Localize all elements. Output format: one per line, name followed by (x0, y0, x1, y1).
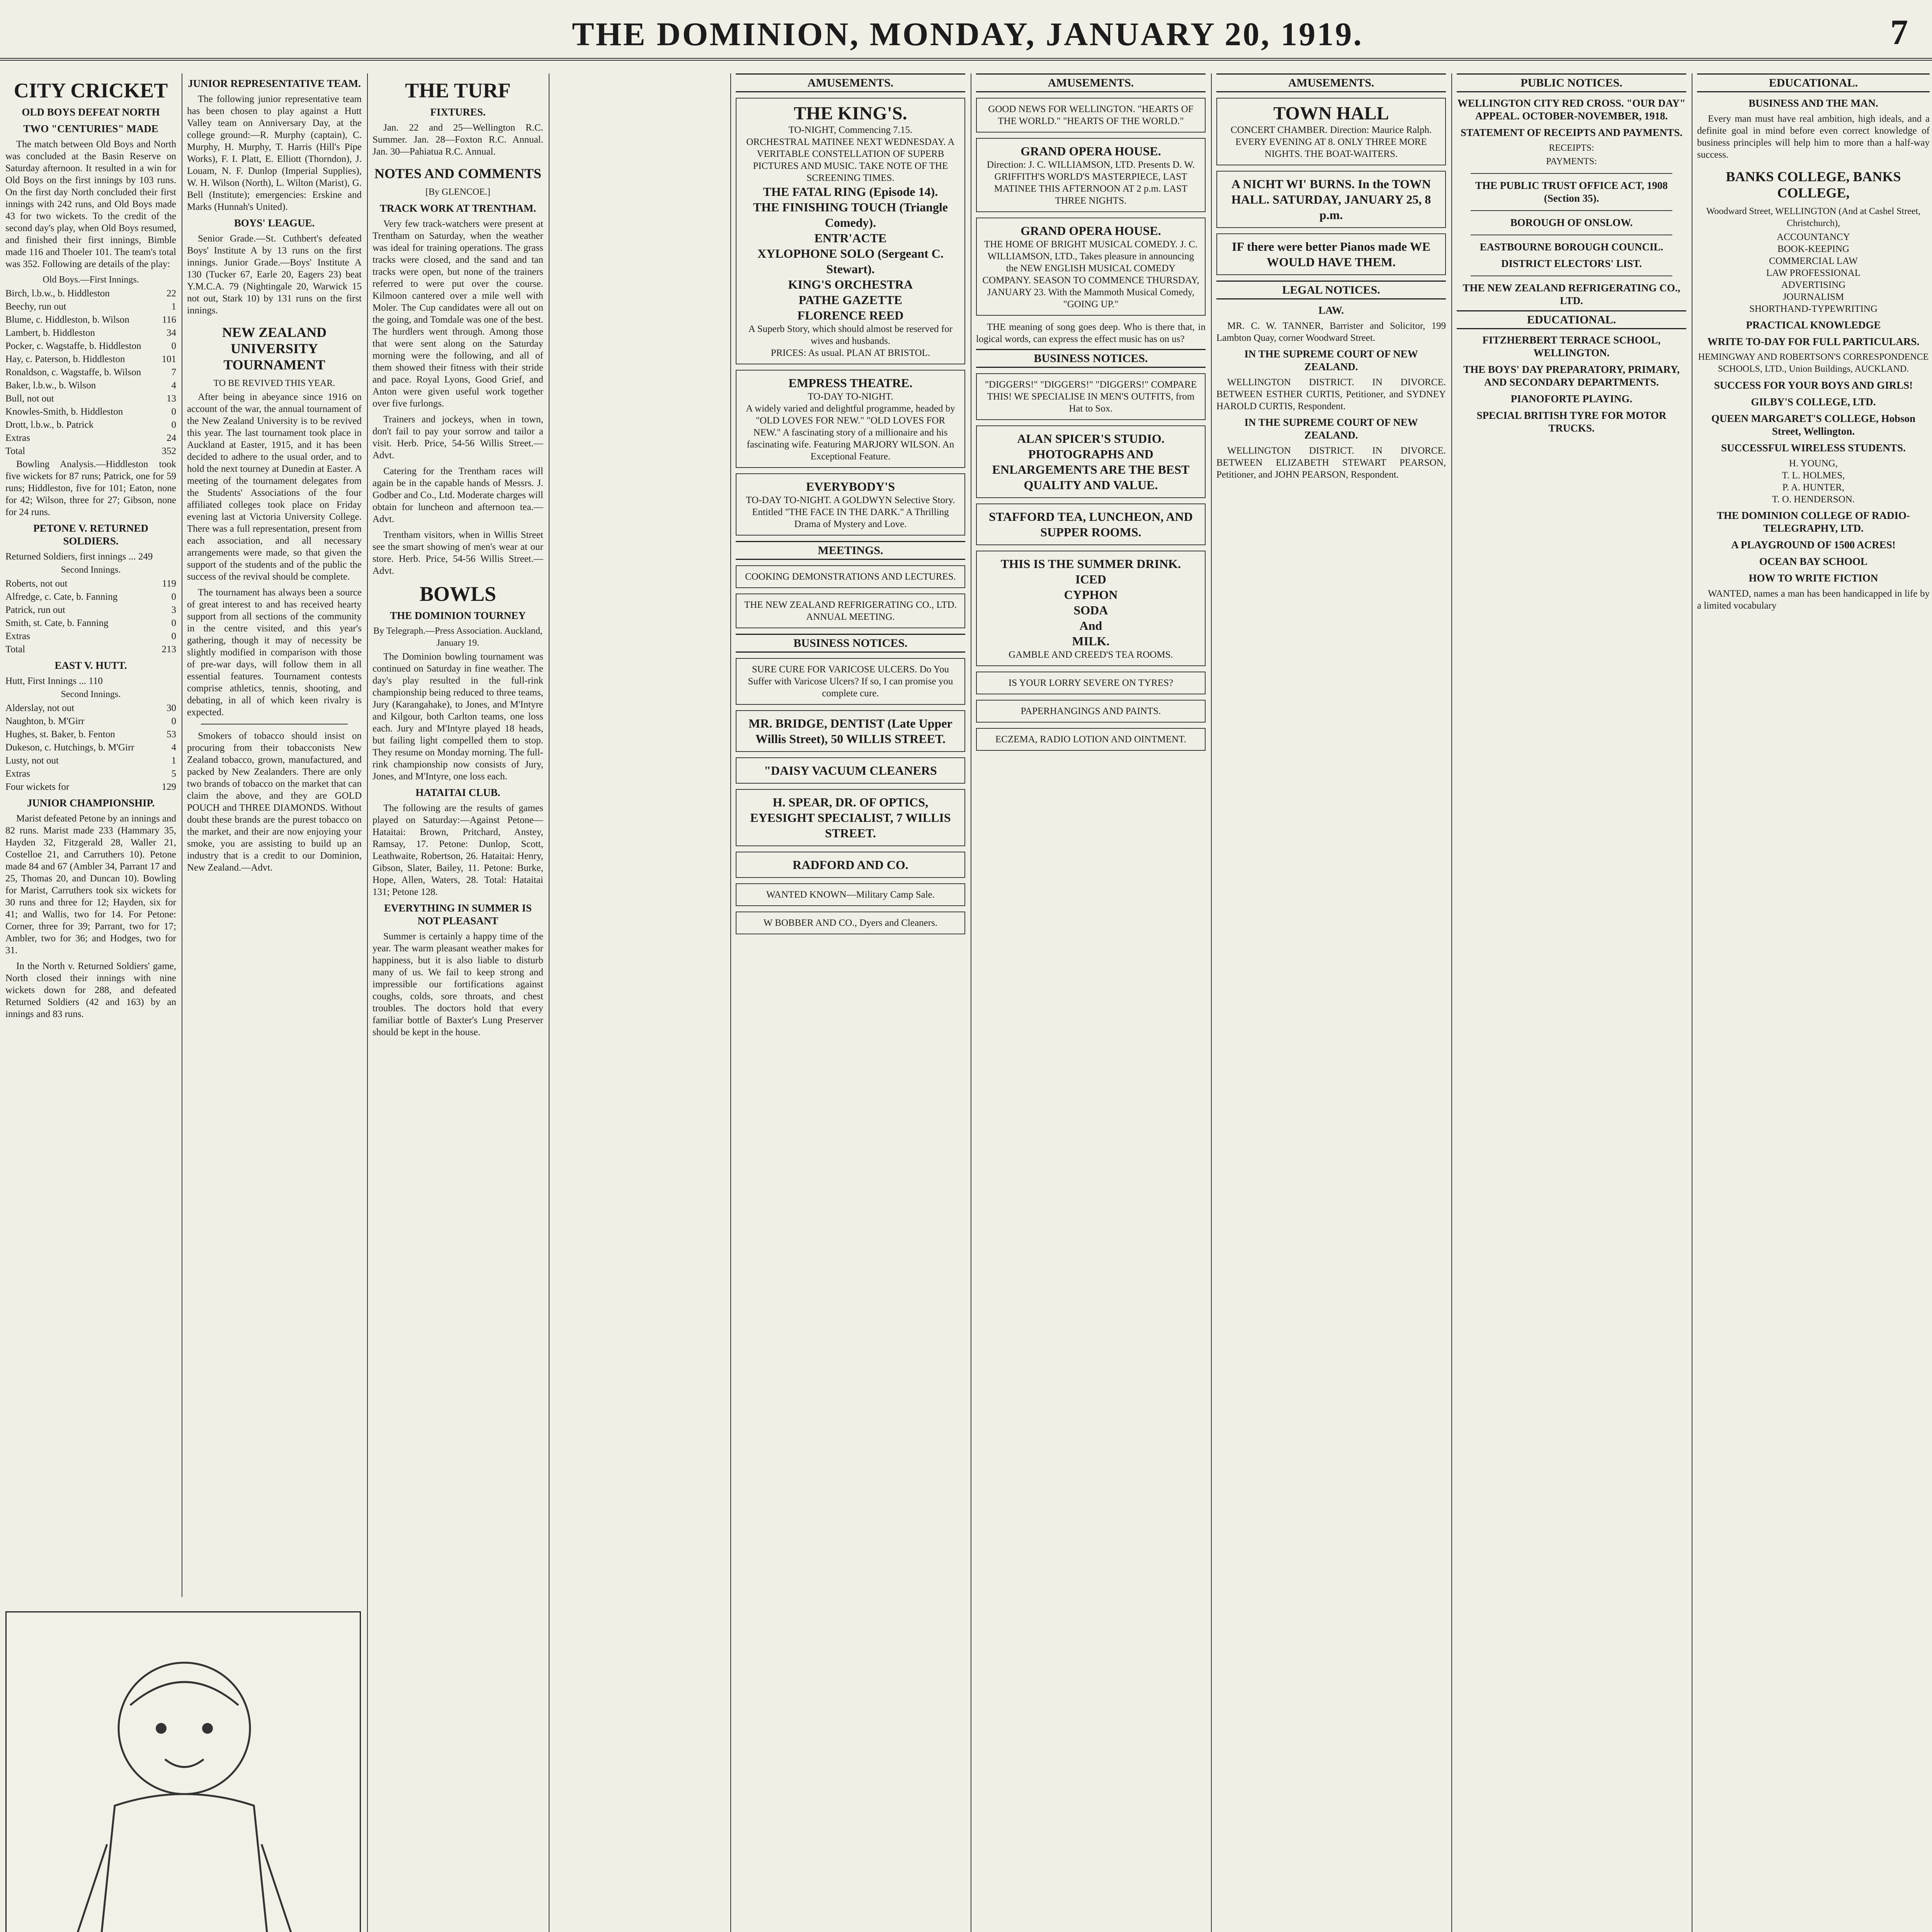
score-row (5, 604, 176, 616)
ad-text: PAPERHANGINGS AND PAINTS. (1020, 706, 1161, 716)
runs-value: 101 (162, 354, 176, 364)
runs-value: 13 (167, 393, 176, 404)
article-text: The tournament has always been a source of great interest to and has received hearty support from all sections of the community in the centre visited, and this year's gathering, though it may of necessity be slightly modified in comparison with those of pre-war days, will follow them in all essential features. Tournament contests comprise athletics, tennis, shooting, and debating, in all of which keen rivalry is expected. (187, 587, 362, 718)
score-row (5, 643, 176, 655)
bowling-analysis: Bowling Analysis.—Hiddleston took five wickets for 87 runs; Patrick, one for 59 runs; Hiddleston, five for 101; Eaton, none for 42; Wilson, three for 27; Gibson, none for 24 runs. (5, 459, 176, 517)
runs-value: 0 (171, 716, 176, 726)
batsman-name: Hughes, st. Baker, b. Fenton (5, 729, 115, 740)
article-text: After being in abeyance since 1916 on account of the war, the annual tournament of the New Zealand University is to be revived this year. The last tournament took place in Auckland at Easter, 1915, and it has been decided to adhere to the usual order, and to hold the next tourney at Dunedin at Easter. A meeting of the tournament delegates from the Students' Associations of the four affiliated colleges took place on Friday evening last at Victoria University College. There was a full representation, present from each association, and all necessary arrangements were made, so that given the support of the students and of the public the success of the revival should be complete. (187, 392, 362, 582)
ad-text: TO-DAY TO-NIGHT. A GOLDWYN Selective Story. Entitled "THE FACE IN THE DARK." A Thrilling Drama of Mystery and Love. (746, 495, 955, 529)
business-notice (736, 658, 965, 705)
section-heading: GILBY'S COLLEGE, LTD. (1751, 396, 1876, 408)
batsman-name: Total (5, 644, 26, 655)
section-heading: THE DOMINION COLLEGE OF RADIO-TELEGRAPHY, LTD. (1716, 510, 1910, 534)
section-heading: THE PUBLIC TRUST OFFICE ACT, 1908 (Section 35). (1475, 180, 1668, 204)
subject-item: SHORTHAND-TYPEWRITING (1749, 304, 1878, 314)
school-name: HEMINGWAY AND ROBERTSON'S CORRESPONDENCE SCHOOLS, LTD., Union Buildings, AUCKLAND. (1698, 352, 1929, 374)
programme-item: XYLOPHONE SOLO (Sergeant C. Stewart). (757, 247, 944, 276)
ad-title: TOWN HALL (1273, 103, 1389, 124)
section-heading: JUNIOR REPRESENTATIVE TEAM. (188, 78, 361, 89)
subject-item: LAW PROFESSIONAL (1766, 268, 1861, 278)
section-heading: SUCCESSFUL WIRELESS STUDENTS. (1721, 442, 1906, 454)
runs-value: 3 (171, 605, 176, 615)
section-subheading: PAYMENTS: (1546, 156, 1597, 167)
everybodys-theatre-ad (736, 473, 965, 536)
business-notice (976, 503, 1206, 545)
section-heading: EVERYTHING IN SUMMER IS NOT PLEASANT (384, 902, 532, 927)
ad-subtitle: TO-NIGHT, Commencing 7.15. (788, 125, 913, 135)
runs-value: 22 (167, 288, 176, 299)
batsman-name: Baker, l.b.w., b. Wilson (5, 380, 96, 391)
score-row (5, 781, 176, 793)
student-name: P. A. HUNTER, (1782, 482, 1845, 493)
article-text: Every man must have real ambition, high ideals, and a definite goal in mind before even correct knowledge of business principles will help him to more than a half-way success. (1697, 114, 1930, 160)
scorecard (5, 702, 176, 793)
hearts-of-the-world-ad (976, 98, 1206, 133)
article-text: Trentham visitors, when in Willis Street see the smart showing of men's wear at our store. Herb. Price, 54-56 Willis Street.—Advt. (372, 530, 543, 576)
article-text: WANTED, names a man has been handicapped in life by a limited vocabulary (1697, 588, 1930, 611)
divider (1471, 210, 1672, 211)
score-row (5, 366, 176, 378)
section-header: EDUCATIONAL. (1457, 310, 1686, 329)
batsman-name: Smith, st. Cate, b. Fanning (5, 618, 109, 628)
score-row (5, 617, 176, 629)
score-row (5, 301, 176, 313)
business-notice (976, 728, 1206, 751)
batsman-name: Lambert, b. Hiddleston (5, 328, 95, 338)
student-list (1697, 457, 1930, 505)
cricket-subhead: OLD BOYS DEFEAT NORTH (22, 106, 160, 118)
cricket-subhead: TWO "CENTURIES" MADE (23, 123, 158, 134)
business-notice (736, 757, 965, 784)
ad-text: H. SPEAR, DR. OF OPTICS, EYESIGHT SPECIALIST, 7 WILLIS STREET. (750, 795, 951, 840)
drink-item: CYPHON (1064, 588, 1118, 602)
score-row (5, 578, 176, 590)
runs-value: 0 (171, 420, 176, 430)
ad-text: STAFFORD TEA, LUNCHEON, AND SUPPER ROOMS. (989, 510, 1193, 539)
ad-text: "DIGGERS!" "DIGGERS!" "DIGGERS!" COMPARE THIS! WE SPECIALISE IN MEN'S OUTFITS, from Hat to Sox. (985, 379, 1197, 414)
runs-value: 0 (171, 592, 176, 602)
section-heading: QUEEN MARGARET'S COLLEGE, Hobson Street, Wellington. (1711, 413, 1916, 437)
match-heading: EAST V. HUTT. (54, 660, 127, 671)
article-text: Summer is certainly a happy time of the year. The warm pleasant weather makes for happiness, but it is also liable to disturb many of us. We fail to keep strong and impressible our fortifications against coughs, colds, sore throats, and chest troubles. The doctors hold that every familiar bottle of Baxter's Lung Preserver should be kept in the house. (372, 931, 543, 1037)
section-heading: SUCCESS FOR YOUR BOYS AND GIRLS! (1714, 379, 1913, 391)
amusements-column (730, 73, 971, 1932)
score-row (5, 742, 176, 753)
batsman-name: Knowles-Smith, b. Hiddleston (5, 406, 123, 417)
ad-title: EMPRESS THEATRE. (788, 376, 913, 390)
business-notice (976, 672, 1206, 694)
batsman-name: Naughton, b. M'Girr (5, 716, 85, 726)
ad-text: W BOBBER AND CO., Dyers and Cleaners. (763, 918, 938, 928)
ad-text: ALAN SPICER'S STUDIO. PHOTOGRAPHS AND ENLARGEMENTS ARE THE BEST QUALITY AND VALUE. (992, 432, 1190, 492)
score-row (5, 755, 176, 767)
kings-theatre-ad (736, 98, 965, 364)
section-heading: IN THE SUPREME COURT OF NEW ZEALAND. (1244, 417, 1418, 441)
batsman-name: Pocker, c. Wagstaffe, b. Hiddleston (5, 341, 141, 351)
score-line: Returned Soldiers, first innings ... 249 (5, 551, 153, 562)
section-heading: FITZHERBERT TERRACE SCHOOL, WELLINGTON. (1482, 334, 1661, 359)
ad-text: IS YOUR LORRY SEVERE ON TYRES? (1008, 678, 1173, 688)
batsman-name: Alderslay, not out (5, 703, 75, 713)
runs-value: 213 (162, 644, 176, 655)
advertisement-text: Smokers of tobacco should insist on procuring from their tobacconists New Zealand tobacco, grown, manufactured, and packed by New Zealanders. There are only two brands of tobacco on the market that can claim the above, and they are GOLD POUCH and THREE DIAMONDS. Without doubt these brands are the purest tobacco on the market, and their are now enjoying your smoke, you are assisting to build up an industry that is a credit to our Dominion, New Zealand.—Advt. (187, 731, 362, 873)
turf-column (367, 73, 549, 1932)
ad-text: "DAISY VACUUM CLEANERS (764, 764, 937, 777)
section-heading: NEW ZEALAND UNIVERSITY TOURNAMENT (222, 325, 327, 372)
business-notice (736, 852, 965, 878)
runs-value: 53 (167, 729, 176, 740)
section-header: BUSINESS NOTICES. (976, 349, 1206, 368)
batsman-name: Dukeson, c. Hutchings, b. M'Girr (5, 742, 134, 753)
college-name: BANKS COLLEGE, BANKS COLLEGE, (1726, 169, 1901, 201)
batsman-name: Lusty, not out (5, 755, 59, 766)
ad-title: GRAND OPERA HOUSE. (1020, 144, 1161, 158)
article-text: The following junior representative team has been chosen to play against a Hutt Valley team on Anniversary Day, at the college ground:—R. Murphy (captain), C. Murphy, H. Murphy, T. Harris (Hill's Pipe Works), F. I. Platt, E. Elliott (Thorndon), J. Louam, N. F. Dunlop (Imperial Supplies), W. H. Wilson (North), L. Wilton (Marist), G. Bell (Institute); emergencies: Erskine and Marks (Hunnah's United). (187, 94, 362, 212)
article-text: Trainers and jockeys, when in town, don't fail to pay your sorrow and tailor a visit. Herb. Price, 54-56 Willis Street.—Advt. (372, 414, 543, 461)
runs-value: 1 (171, 755, 176, 766)
section-heading: PRACTICAL KNOWLEDGE (1746, 319, 1881, 331)
ad-text: Direction: J. C. WILLIAMSON, LTD. Presents D. W. GRIFFITH'S WORLD'S MASTERPIECE, LAST MATINEE THIS AFTERNOON AT 2 p.m. LAST THREE NIGHTS. (986, 160, 1195, 206)
innings-heading: Second Innings. (61, 565, 121, 575)
section-subheading: RECEIPTS: (1549, 143, 1594, 153)
subject-list (1697, 231, 1930, 315)
educational-column (1692, 73, 1932, 1932)
student-name: T. O. HENDERSON. (1772, 494, 1855, 505)
section-subheading: TO BE REVIVED THIS YEAR. (213, 378, 335, 388)
batsman-name: Drott, l.b.w., b. Patrick (5, 420, 94, 430)
section-subheading: TRACK WORK AT TRENTHAM. (379, 202, 536, 214)
ad-text: THE NEW ZEALAND REFRIGERATING CO., LTD. ANNUAL MEETING. (744, 600, 957, 622)
score-row (5, 327, 176, 339)
score-row (5, 419, 176, 431)
section-heading: LAW. (1318, 304, 1344, 316)
scorecard (5, 287, 176, 457)
programme-item: ENTR'ACTE (814, 231, 887, 245)
scorecard (5, 578, 176, 655)
burns-night-ad (1216, 171, 1446, 228)
score-row (5, 702, 176, 714)
section-heading: BOYS' LEAGUE. (234, 217, 315, 229)
meeting-notice (736, 565, 965, 588)
student-name: T. L. HOLMES, (1782, 470, 1845, 481)
ad-text: RADFORD AND CO. (793, 858, 908, 872)
drink-item: MILK. (1072, 634, 1110, 648)
article-text: The Dominion bowling tournament was continued on Saturday in fine weather. The day's play resulted in the full-rink championship being reduced to three teams, Jury (Karangahake), to Jones, and M'Intyre and Kilgour, both Carlton teams, one loss each. Jury and M'Intyre played 18 heads, but failing light compelled them to stop. They resume on Monday morning. The full-rink championship now consists of Jury, Jones, and M'Intyre, one loss each. (372, 651, 543, 782)
section-header: AMUSEMENTS. (1216, 73, 1446, 92)
score-row (5, 314, 176, 326)
section-heading: EASTBOURNE BOROUGH COUNCIL. (1480, 241, 1663, 253)
batsman-name: Beechy, run out (5, 301, 66, 312)
divider (1471, 173, 1672, 174)
drink-list (982, 571, 1199, 649)
runs-value: 119 (162, 578, 176, 589)
section-heading: WRITE TO-DAY FOR FULL PARTICULARS. (1707, 336, 1920, 347)
score-row (5, 393, 176, 405)
programme-item: THE FATAL RING (Episode 14). (763, 185, 938, 199)
section-header: AMUSEMENTS. (736, 73, 965, 92)
drink-item: ICED (1075, 572, 1106, 586)
batsman-name: Total (5, 446, 26, 456)
business-notice (976, 425, 1206, 498)
turf-heading: THE TURF (405, 79, 511, 102)
ad-text: A Superb Story, which should almost be reserved for wives and husbands. (748, 324, 953, 346)
runs-value: 0 (171, 618, 176, 628)
programme-list (742, 184, 959, 323)
bowls-heading: BOWLS (419, 582, 497, 605)
innings-heading: Second Innings. (61, 689, 121, 699)
section-heading: DISTRICT ELECTORS' LIST. (1501, 258, 1642, 269)
ad-text: SURE CURE FOR VARICOSE ULCERS. Do You Suffer with Varicose Ulcers? If so, I can promise you complete cure. (748, 664, 953, 699)
grand-opera-house-ad (976, 218, 1206, 316)
college-address: Woodward Street, WELLINGTON (And at Cashel Street, Christchurch), (1706, 206, 1921, 228)
ad-text: GOOD NEWS FOR WELLINGTON. "HEARTS OF THE WORLD." "HEARTS OF THE WORLD." (988, 104, 1194, 126)
summer-drink-ad (976, 551, 1206, 666)
legal-text: WELLINGTON DISTRICT. IN DIVORCE. BETWEEN ESTHER CURTIS, Petitioner, and SYDNEY HAROLD CURTIS, Respondent. (1216, 377, 1446, 412)
runs-value: 116 (162, 315, 176, 325)
ad-subtitle: TO-DAY TO-NIGHT. (808, 391, 893, 402)
section-heading: THE BOYS' DAY PREPARATORY, PRIMARY, AND SECONDARY DEPARTMENTS. (1463, 364, 1680, 388)
ad-title: THE KING'S. (794, 103, 907, 124)
drink-item: And (1079, 619, 1102, 633)
programme-item: KING'S ORCHESTRA (788, 277, 913, 291)
ad-text: WANTED KNOWN—Military Camp Sale. (766, 889, 935, 900)
runs-value: 4 (171, 742, 176, 753)
subject-item: ACCOUNTANCY (1777, 232, 1850, 242)
runs-value: 352 (162, 446, 176, 456)
section-heading: STATEMENT OF RECEIPTS AND PAYMENTS. (1460, 127, 1683, 138)
score-row (5, 728, 176, 740)
section-heading: THE NEW ZEALAND REFRIGERATING CO., LTD. (1463, 282, 1680, 306)
match-heading: JUNIOR CHAMPIONSHIP. (27, 797, 155, 809)
section-heading: PIANOFORTE PLAYING. (1510, 393, 1633, 405)
piano-ad (1216, 233, 1446, 275)
runs-value: 0 (171, 341, 176, 351)
runs-value: 0 (171, 631, 176, 641)
article-text: Very few track-watchers were present at Trentham on Saturday, when the weather was ideal for training operations. The grass tracks were closed, and the sand and tan tracks were open, but none of the trainers referred to were put over the course. Kilmoon cantered over a mile well with Moler. The Cup candidates were all out on the going, and Tomdale was one of the best. The hurdlers went through. Among those that were sent along on the Saturday morning were the following, and all of them showed their fitness with their stride and pace. Royal Lyons, Good Grief, and Anton were given useful work together over five furlongs. (372, 219, 543, 409)
programme-item: FLORENCE REED (797, 308, 904, 322)
ad-text: CONCERT CHAMBER. Direction: Maurice Ralph. EVERY EVENING AT 8. ONLY THREE MORE NIGHTS. THE BOAT-WAITERS. (1230, 125, 1432, 159)
batsman-name: Extras (5, 769, 30, 779)
section-heading: IN THE SUPREME COURT OF NEW ZEALAND. (1244, 348, 1418, 372)
ad-text: PRICES: As usual. PLAN AT BRISTOL. (770, 348, 930, 358)
ad-text: GAMBLE AND CREED'S TEA ROOMS. (1009, 650, 1173, 660)
amusements-legal-column (1211, 73, 1451, 1932)
section-heading: BUSINESS AND THE MAN. (1748, 97, 1878, 109)
ad-text: THE HOME OF BRIGHT MUSICAL COMEDY. J. C. WILLIAMSON, LTD., Takes pleasure in announcing the NEW ENGLISH MUSICAL COMEDY COMPANY. SEASON TO COMMENCE THURSDAY, JANUARY 23. With the Mammoth Musical Comedy, "GOING UP." (982, 239, 1199, 310)
drink-item: SODA (1073, 603, 1108, 617)
ad-text: A NICHT WI' BURNS. In the TOWN HALL. SATURDAY, JANUARY 25, 8 p.m. (1231, 177, 1431, 222)
legal-text: MR. C. W. TANNER, Barrister and Solicitor, 199 Lambton Quay, corner Woodward Street. (1216, 321, 1446, 343)
business-notice (736, 789, 965, 846)
score-row (5, 768, 176, 780)
batsman-name: Four wickets for (5, 782, 70, 792)
business-notice (976, 700, 1206, 723)
section-header: MEETINGS. (736, 541, 965, 560)
batsman-name: Roberts, not out (5, 578, 68, 589)
town-hall-ad (1216, 98, 1446, 165)
match-heading: PETONE V. RETURNED SOLDIERS. (33, 522, 148, 547)
cricket-column (0, 73, 182, 1597)
ad-title: THIS IS THE SUMMER DRINK. (1000, 557, 1181, 571)
student-name: H. YOUNG, (1789, 458, 1838, 469)
runs-value: 129 (162, 782, 176, 792)
section-header: EDUCATIONAL. (1697, 73, 1930, 92)
ad-text: ECZEMA, RADIO LOTION AND OINTMENT. (995, 734, 1186, 745)
section-heading: A PLAYGROUND OF 1500 ACRES! (1731, 539, 1896, 551)
score-row (5, 715, 176, 727)
runs-value: 1 (171, 301, 176, 312)
cricket-heading: CITY CRICKET (14, 79, 168, 102)
article-text: Marist defeated Petone by an innings and 82 runs. Marist made 233 (Hammary 35, Hayden 32, Fitzgerald 28, Waller 21, Costelloe 21, and Carruthers 10). Petone made 84 and 67 (Ambler 34, Parrant 17 and 25, Thomas 20, and Duncan 10). Bowling for Marist, Carruthers took six wickets for 30 runs and three for 12; Hayden, six for 41; and Wallis, two for 14. For Petone: Corner, three for 39; Parrant, two for 17; Ambler, two for 36; and Hodges, two for 31. (5, 813, 176, 956)
subject-item: JOURNALISM (1782, 292, 1844, 302)
article-text: Senior Grade.—St. Cuthbert's defeated Boys' Institute A by 13 runs on the first innings. Junior Grade.—Boys' Institute A 130 (Tucker 67, Earle 20, Eagers 23) beat Y.M.C.A. 79 (Nightingale 20, Warwick 15 not out, Stark 10) by 131 runs on the first innings. (187, 233, 362, 316)
article-text: Catering for the Trentham races will again be in the capable hands of Messrs. J. Godber and Co., Ltd. Moderate charges will obtain for luncheon and afternoon tea.—Advt. (372, 466, 543, 524)
section-heading: HOW TO WRITE FICTION (1748, 572, 1878, 584)
page-title: THE DOMINION, MONDAY, JANUARY 20, 1919. (572, 15, 1363, 53)
amusements-column (971, 73, 1211, 1932)
section-header: AMUSEMENTS. (976, 73, 1206, 92)
page-number: 7 (1890, 12, 1908, 52)
batsman-name: Ronaldson, c. Wagstaffe, b. Wilson (5, 367, 141, 378)
baby-illustration (68, 1643, 300, 1932)
batsman-name: Extras (5, 433, 30, 443)
ad-title: EVERYBODY'S (806, 480, 895, 493)
section-header: PUBLIC NOTICES. (1457, 73, 1686, 92)
business-notice (736, 710, 965, 752)
runs-value: 24 (167, 433, 176, 443)
score-row (5, 406, 176, 418)
section-header: BUSINESS NOTICES. (736, 634, 965, 653)
runs-value: 4 (171, 380, 176, 391)
section-heading: HATAITAI CLUB. (415, 787, 500, 798)
runs-value: 7 (171, 367, 176, 378)
article-text: THE meaning of song goes deep. Who is there that, in logical words, can express the effect music has on us? (976, 322, 1206, 344)
business-notice (736, 912, 965, 934)
section-heading: THE DOMINION TOURNEY (390, 610, 526, 621)
empress-theatre-ad (736, 370, 965, 468)
batsman-name: Hay, c. Paterson, b. Hiddleston (5, 354, 125, 364)
score-row (5, 630, 176, 642)
section-heading: FIXTURES. (430, 106, 486, 118)
batsman-name: Birch, l.b.w., b. Hiddleston (5, 288, 110, 299)
sport-column (182, 73, 367, 1597)
grand-opera-house-ad (976, 138, 1206, 212)
ad-title: GRAND OPERA HOUSE. (1020, 224, 1161, 238)
ad-text: COOKING DEMONSTRATIONS AND LECTURES. (745, 571, 956, 582)
meeting-notice (736, 594, 965, 628)
score-row (5, 445, 176, 457)
programme-item: PATHE GAZETTE (798, 293, 903, 307)
batsman-name: Extras (5, 631, 30, 641)
cricket-intro: The match between Old Boys and North was concluded at the Basin Reserve on Saturday afternoon. It resulted in a win for Old Boys on the first innings by 103 runs. On the first day North concluded their first innings with 242 runs, and Old Boys made 43 for two wickets. To the credit of the second day's play, when Old Boys resumed, and finished their first innings, Bimble made 116 and Thoeler 101. The team's total was 352. Following are details of the play: (5, 139, 176, 269)
score-row (5, 340, 176, 352)
score-row (5, 379, 176, 391)
score-row (5, 432, 176, 444)
ad-text: ORCHESTRAL MATINEE NEXT WEDNESDAY. A VERITABLE CONSTELLATION OF SUPERB PICTURES AND MUSIC. TAKE NOTE OF THE SCREENING TIMES. (746, 137, 955, 183)
runs-value: 30 (167, 703, 176, 713)
batsman-name: Patrick, run out (5, 605, 65, 615)
subject-item: ADVERTISING (1781, 280, 1846, 290)
runs-value: 0 (171, 406, 176, 417)
ad-text: IF there were better Pianos made WE WOULD HAVE THEM. (1232, 240, 1430, 269)
score-line: Hutt, First Innings ... 110 (5, 676, 103, 686)
section-heading: SPECIAL BRITISH TYRE FOR MOTOR TRUCKS. (1476, 410, 1667, 434)
innings-heading: Old Boys.—First Innings. (43, 275, 139, 285)
subject-item: BOOK-KEEPING (1777, 244, 1850, 254)
dateline: By Telegraph.—Press Association. Auckland, January 19. (373, 626, 543, 648)
subject-item: COMMERCIAL LAW (1769, 256, 1858, 266)
runs-value: 34 (167, 328, 176, 338)
score-row (5, 287, 176, 299)
kodak-advertisement (5, 1611, 361, 1932)
batsman-name: Blume, c. Hiddleston, b. Wilson (5, 315, 129, 325)
fixtures-text: Jan. 22 and 25—Wellington R.C. Summer. Jan. 28—Foxton R.C. Annual. Jan. 30—Pahiatua R.C. Annual. (372, 122, 543, 157)
batsman-name: Bull, not out (5, 393, 54, 404)
ad-text: MR. BRIDGE, DENTIST (Late Upper Willis Street), 50 WILLIS STREET. (748, 716, 952, 746)
score-row (5, 353, 176, 365)
score-row (5, 591, 176, 603)
section-heading: WELLINGTON CITY RED CROSS. "OUR DAY" APPEAL. OCTOBER-NOVEMBER, 1918. (1457, 97, 1686, 122)
article-text: In the North v. Returned Soldiers' game, North closed their innings with nine wickets down for 288, and defeated Returned Soldiers (42 and 163) by an innings and 83 runs. (5, 961, 176, 1019)
section-heading: OCEAN BAY SCHOOL (1759, 556, 1868, 567)
section-header: LEGAL NOTICES. (1216, 281, 1446, 299)
masthead (0, 0, 1932, 61)
byline: [By GLENCOE.] (425, 187, 490, 197)
programme-item: THE FINISHING TOUCH (Triangle Comedy). (753, 200, 948, 230)
business-notice (976, 373, 1206, 420)
legal-text: WELLINGTON DISTRICT. IN DIVORCE. BETWEEN ELIZABETH STEWART PEARSON, Petitioner, and JOHN PEARSON, Respondent. (1216, 446, 1446, 480)
business-notice (736, 883, 965, 906)
ad-text: A widely varied and delightful programme, headed by "OLD LOVES FOR NEW." "OLD LOVES FOR NEW." A fascinating story of a millionaire and his fascinating wife. Featuring MARJORY WILSON. An Exceptional Feature. (746, 403, 955, 462)
public-notices-column (1451, 73, 1692, 1932)
section-heading: BOROUGH OF ONSLOW. (1510, 217, 1633, 228)
runs-value: 5 (171, 769, 176, 779)
article-text: The following are the results of games played on Saturday:—Against Petone—Hataitai: Brown, Pritchard, Anstey, Ramsay, 17. Petone: Dunlop, Scott, Leathwaite, Robertson, 26. Hataitai: Henry, Gibson, Slater, Bailey, 11. Petone: Burke, Hope, Allen, Waters, 28. Total: Hataitai 131; Petone 128. (372, 803, 543, 897)
section-heading: NOTES AND COMMENTS (374, 166, 542, 181)
batsman-name: Alfredge, c. Cate, b. Fanning (5, 592, 118, 602)
